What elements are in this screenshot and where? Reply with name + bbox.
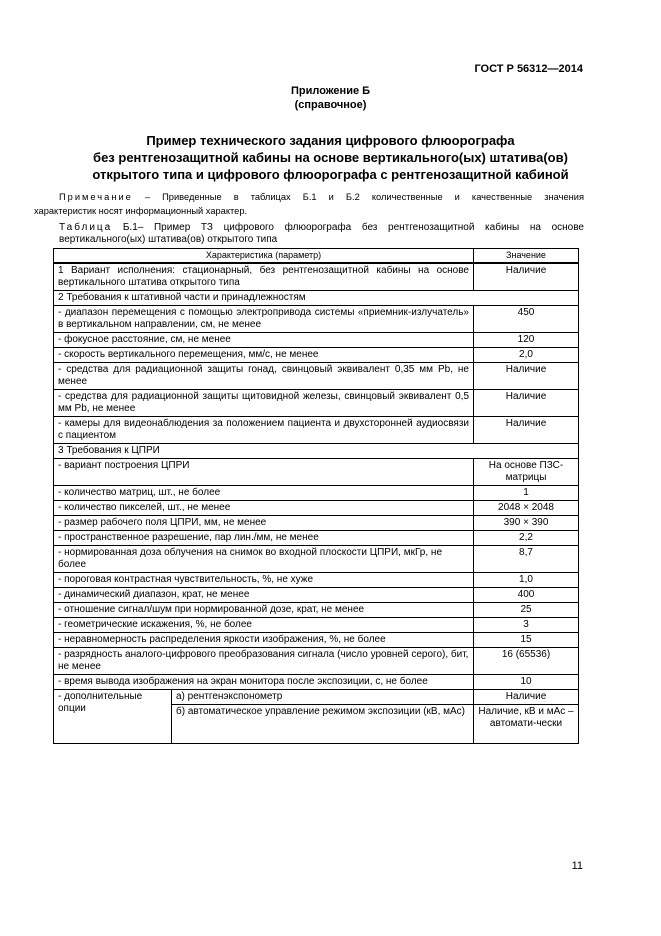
- section-title: 2 Требования к штативной части и принадлежностям: [54, 291, 579, 306]
- value-cell: 16 (65536): [474, 648, 579, 675]
- param-cell: - количество матриц, шт., не более: [54, 486, 474, 501]
- table-row: [54, 588, 579, 603]
- table-row: [54, 531, 579, 546]
- param-cell: - диапазон перемещения с помощью электропривода системы «приемник-излучатель» в вертикальном направлении, см, не менее: [54, 306, 474, 333]
- param-cell: - динамический диапазон, крат, не менее: [54, 588, 474, 603]
- table-row: [54, 690, 579, 705]
- table-row: [54, 333, 579, 348]
- param-cell: - нормированная доза облучения на снимок во входной плоскости ЦПРИ, мкГр, не более: [54, 546, 474, 573]
- param-cell: - пороговая контрастная чувствительность, %, не хуже: [54, 573, 474, 588]
- value-cell: На основе ПЗС-матрицы: [474, 459, 579, 486]
- value-cell: Наличие: [474, 363, 579, 390]
- header-value: Значение: [474, 249, 579, 264]
- param-cell: - фокусное расстояние, см, не менее: [54, 333, 474, 348]
- value-cell: 2,2: [474, 531, 579, 546]
- table-row: [54, 648, 579, 675]
- section-row: [54, 444, 579, 459]
- param-cell: - разрядность аналого-цифрового преобразования сигнала (число уровней серого), бит, не менее: [54, 648, 474, 675]
- annex-heading: [0, 84, 661, 112]
- value-cell: 120: [474, 333, 579, 348]
- table-row: [54, 486, 579, 501]
- value-cell: Наличие: [474, 390, 579, 417]
- value-cell: 10: [474, 675, 579, 690]
- table-row: [54, 546, 579, 573]
- value-cell: Наличие: [474, 263, 579, 291]
- table-row: [54, 263, 579, 291]
- table-row: [54, 603, 579, 618]
- param-cell: - средства для радиационной защиты щитовидной железы, свинцовый эквивалент 0,5 мм Pb, не менее: [54, 390, 474, 417]
- header-param: Характеристика (параметр): [54, 249, 474, 264]
- title-line-2: без рентгенозащитной кабины на основе вертикального(ых) штатива(ов): [93, 150, 568, 165]
- title-line-3: открытого типа и цифрового флюорографа с рентгенозащитной кабиной: [92, 167, 569, 182]
- param-cell: - вариант построения ЦПРИ: [54, 459, 474, 486]
- table-row: [54, 459, 579, 486]
- value-cell: 390 × 390: [474, 516, 579, 531]
- table-row: [54, 363, 579, 390]
- value-cell: 1: [474, 486, 579, 501]
- value-cell: Наличие: [474, 690, 579, 705]
- value-cell: 450: [474, 306, 579, 333]
- param-cell: 1 Вариант исполнения: стационарный, без рентгенозащитной кабины на основе вертикального штатива открытого типа: [54, 263, 474, 291]
- note: [34, 190, 584, 218]
- annex-type: (справочное): [294, 99, 367, 111]
- param-cell: - камеры для видеонаблюдения за положением пациента и двухсторонней аудиосвязи с пациентом: [54, 417, 474, 444]
- value-cell: 400: [474, 588, 579, 603]
- table-row: [54, 573, 579, 588]
- document-title: [0, 132, 661, 183]
- param-cell: - пространственное разрешение, пар лин./мм, не менее: [54, 531, 474, 546]
- note-text-cont: характеристик носят информационный характер.: [34, 206, 248, 216]
- note-label: Примечание: [59, 192, 133, 202]
- table-row: [54, 633, 579, 648]
- table-row: [54, 390, 579, 417]
- param-cell: - количество пикселей, шт., не менее: [54, 501, 474, 516]
- spec-table: [53, 248, 579, 744]
- value-cell: 15: [474, 633, 579, 648]
- table-row: [54, 417, 579, 444]
- param-cell: - неравномерность распределения яркости изображения, %, не более: [54, 633, 474, 648]
- page-number: 11: [571, 860, 583, 872]
- value-cell: 2,0: [474, 348, 579, 363]
- section-title: 3 Требования к ЦПРИ: [54, 444, 579, 459]
- value-cell: 1,0: [474, 573, 579, 588]
- param-cell: б) автоматическое управление режимом экспозиции (кВ, мАс): [172, 705, 474, 744]
- table-row: [54, 306, 579, 333]
- value-cell: 2048 × 2048: [474, 501, 579, 516]
- table-header: [54, 249, 579, 264]
- table-row: [54, 501, 579, 516]
- options-group-cell: - дополнительные опции: [54, 690, 172, 744]
- param-cell: - отношение сигнал/шум при нормированной дозе, крат, не менее: [54, 603, 474, 618]
- value-cell: 3: [474, 618, 579, 633]
- title-line-1: Пример технического задания цифрового флюорографа: [146, 133, 515, 148]
- param-cell: - средства для радиационной защиты гонад, свинцовый эквивалент 0,35 мм Pb, не менее: [54, 363, 474, 390]
- standard-number: ГОСТ Р 56312—2014: [474, 63, 583, 75]
- note-text: – Приведенные в таблицах Б.1 и Б.2 количественные и качественные значения: [132, 192, 584, 202]
- param-cell: - геометрические искажения, %, не более: [54, 618, 474, 633]
- table-row: [54, 675, 579, 690]
- value-cell: Наличие: [474, 417, 579, 444]
- param-cell: - размер рабочего поля ЦПРИ, мм, не менее: [54, 516, 474, 531]
- param-cell: - скорость вертикального перемещения, мм/с, не менее: [54, 348, 474, 363]
- value-cell: 8,7: [474, 546, 579, 573]
- value-cell: Наличие, кВ и мАс – автомати-чески: [474, 705, 579, 744]
- annex-label: Приложение Б: [290, 85, 371, 97]
- section-row: [54, 291, 579, 306]
- table-row: [54, 516, 579, 531]
- param-cell: а) рентгенэкспонометр: [172, 690, 474, 705]
- param-cell: - время вывода изображения на экран монитора после экспозиции, с, не более: [54, 675, 474, 690]
- table-caption-text: Б.1– Пример ТЗ цифрового флюорографа без рентгенозащитной кабины на основе вертикального(ых) штатива(ов) открытого типа: [59, 222, 584, 245]
- table-caption: [59, 222, 584, 246]
- table-row: [54, 618, 579, 633]
- table-caption-label: Таблица: [59, 222, 113, 233]
- table-row: [54, 348, 579, 363]
- value-cell: 25: [474, 603, 579, 618]
